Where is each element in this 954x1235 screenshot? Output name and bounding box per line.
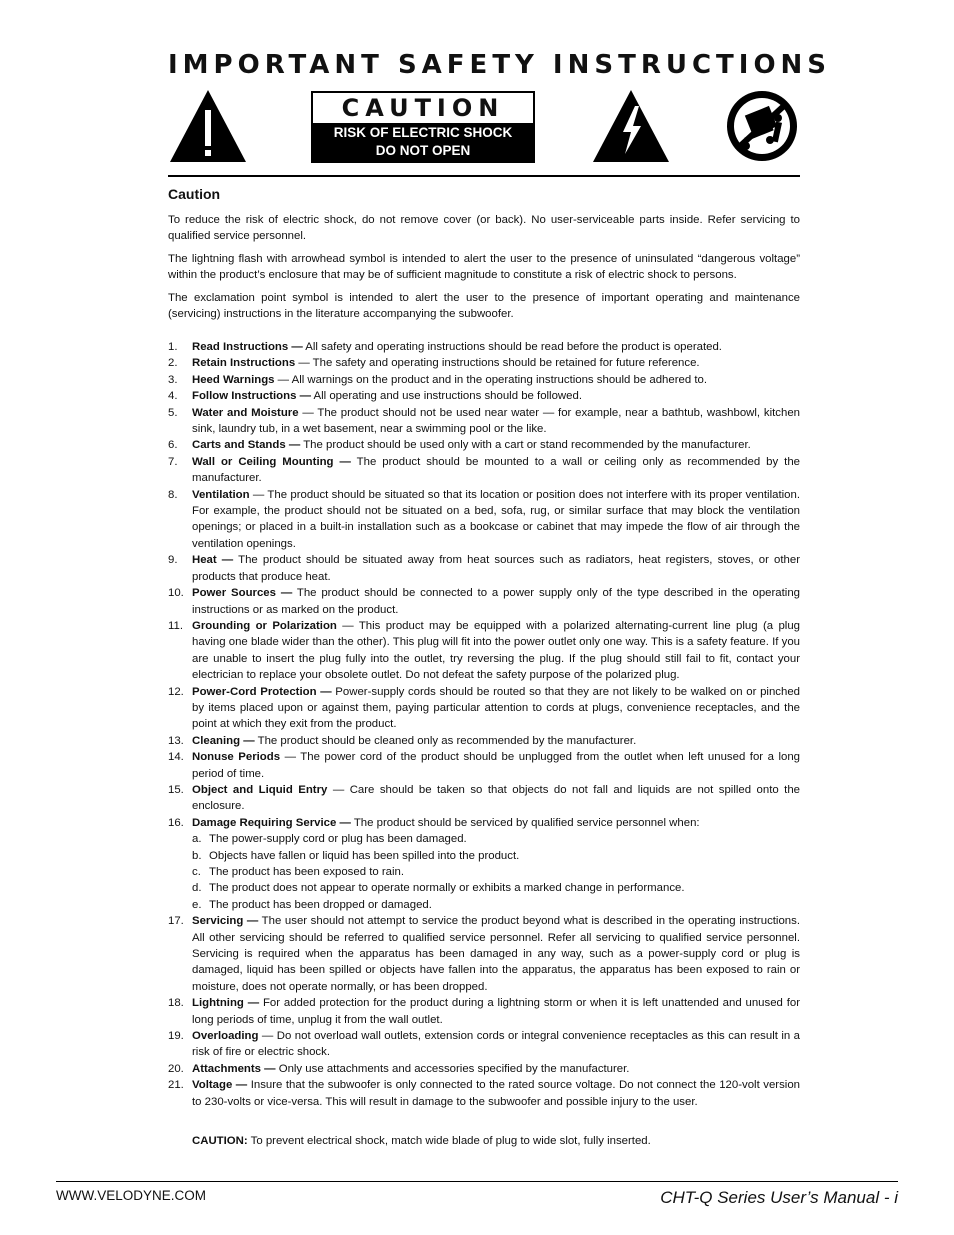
lightning-triangle-icon (591, 88, 671, 164)
page-title: IMPORTANT SAFETY INSTRUCTIONS (168, 50, 832, 80)
instruction-term: Follow Instructions — (192, 390, 311, 403)
intro-paragraph-1: To reduce the risk of electric shock, do not remove cover (or back). No user-serviceable parts inside. Refer servicing to qualified service personnel. (168, 214, 800, 243)
instruction-item (168, 372, 800, 388)
instruction-text: Insure that the subwoofer is only connected to the rated source voltage. Do not connect the 120-volt version to 230-volts or vice-versa. This will result in damage to the subwoofer and possible injury to the user. (192, 1079, 800, 1108)
instruction-item (168, 487, 800, 553)
damage-condition-text: The power-supply cord or plug has been damaged. (209, 833, 467, 846)
instruction-term: Heed Warnings (192, 373, 275, 386)
instruction-text: — The product should be situated so that its location or position does not interfere with its proper ventilation. For example, the product should not be situated on a bed, sofa, rug, or similar surface that may block the ventilation openings; or placed in a built-in installation such as a bookcase or cabinet that may impede the flow of air through the ventilation openings. (192, 488, 800, 550)
damage-condition-item (192, 864, 800, 880)
instruction-number: 17. (168, 915, 184, 928)
safety-instructions-list (168, 339, 800, 1110)
instruction-text: The product should be cleaned only as recommended by the manufacturer. (254, 734, 637, 747)
instruction-term: Read Instructions — (192, 341, 303, 353)
instruction-text: — The power cord of the product should be unplugged from the outlet when left unused for a long period of time. (192, 751, 800, 780)
instruction-item (168, 454, 800, 487)
instruction-term: Power Sources — (192, 587, 293, 600)
instruction-term: Retain Instructions (192, 357, 296, 370)
damage-condition-text: Objects have fallen or liquid has been spilled into the product. (209, 849, 520, 862)
caution-subtext (313, 123, 533, 161)
footer-website: WWW.VELODYNE.COM (56, 1188, 207, 1203)
instruction-text: All operating and use instructions should be followed. (310, 390, 582, 403)
instruction-term: Overloading (192, 1030, 259, 1043)
instruction-text: The product should be used only with a cart or stand recommended by the manufacturer. (300, 439, 751, 452)
cart-tipover-icon (724, 88, 800, 164)
damage-condition-item (192, 831, 800, 847)
damage-condition-text: The product has been dropped or damaged. (209, 898, 432, 911)
damage-condition-text: The product has been exposed to rain. (209, 866, 405, 878)
instruction-number: 5. (168, 406, 178, 419)
header-divider (168, 175, 800, 177)
instruction-item (168, 339, 800, 355)
instruction-number: 13. (168, 734, 184, 747)
intro-paragraph-2: The lightning flash with arrowhead symbol is intended to alert the user to the presence of uninsulated “dangerous voltage” within the product’s enclosure that may be of sufficient magnitude to constitute a risk of electric shock to persons. (168, 253, 800, 282)
instruction-number: 19. (168, 1030, 184, 1043)
instruction-number: 15. (168, 783, 184, 796)
instruction-item (168, 733, 800, 749)
instruction-term: Carts and Stands — (192, 439, 301, 452)
instruction-item (168, 1077, 800, 1110)
instruction-item (168, 684, 800, 733)
damage-condition-letter: c. (192, 866, 201, 878)
instruction-term: Wall or Ceiling Mounting — (192, 455, 351, 468)
instruction-item (168, 552, 800, 585)
instruction-text: — The safety and operating instructions should be retained for future reference. (295, 357, 700, 370)
instruction-item (168, 437, 800, 453)
instruction-term: Lightning — (192, 997, 260, 1010)
instruction-item (168, 618, 800, 684)
instruction-text: Power-supply cords should be routed so that they are not likely to be walked on or pinched by items placed upon or against them, paying particular attention to cords at plugs, convenience receptacles, and the point at which they exit from the product. (192, 685, 800, 731)
final-caution-label: CAUTION: (192, 1135, 248, 1147)
damage-condition-item (192, 880, 800, 896)
instruction-item (168, 995, 800, 1028)
instruction-number: 11. (168, 619, 183, 632)
caution-subtext-line1: RISK OF ELECTRIC SHOCK (333, 125, 513, 140)
instruction-term: Grounding or Polarization (192, 619, 337, 632)
instruction-text: The product should be connected to a power supply only of the type described in the operating instructions or as marked on the product. (192, 587, 800, 616)
caution-label-box (311, 91, 535, 163)
instruction-item (168, 585, 800, 618)
instruction-number: 16. (168, 816, 184, 829)
instruction-term: Damage Requiring Service — (192, 816, 351, 829)
instruction-number: 12. (168, 685, 184, 698)
instruction-term: Servicing — (192, 915, 259, 928)
instruction-number: 10. (168, 587, 184, 600)
instruction-text: The product should be serviced by qualified service personnel when: (350, 816, 700, 829)
exclamation-triangle-icon (168, 88, 248, 164)
instruction-text: The product should be situated away from heat sources such as radiators, heat registers, stoves, or other products that produce heat. (192, 554, 800, 583)
instruction-text: — All warnings on the product and in the operating instructions should be adhered to. (274, 373, 707, 386)
instruction-item (168, 815, 800, 913)
footer-divider (56, 1181, 898, 1182)
instruction-number: 21. (168, 1079, 184, 1092)
section-heading: Caution (168, 186, 221, 202)
instruction-number: 20. (168, 1062, 184, 1075)
instruction-item (168, 355, 800, 371)
instruction-term: Power-Cord Protection — (192, 685, 332, 698)
instruction-number: 2. (168, 357, 178, 370)
instruction-text: The user should not attempt to service the product beyond what is described in the operating instructions. All other servicing should be referred to qualified service personnel. Refer all servicing to qualified service personnel. Servicing is required when the apparatus has been damaged in any way, such as a power-supply cord or plug is damaged, liquid has been spilled or objects have fallen into the apparatus, the apparatus has been exposed to rain or moisture, does not operate normally, or has been dropped. (192, 915, 800, 993)
instruction-term: Attachments — (192, 1062, 276, 1075)
damage-conditions-list (192, 831, 800, 913)
damage-condition-letter: b. (192, 849, 202, 862)
instruction-text: Only use attachments and accessories specified by the manufacturer. (275, 1062, 630, 1075)
instruction-item (168, 1061, 800, 1077)
instruction-text: The product should be mounted to a wall or ceiling only as recommended by the manufacturer. (192, 455, 800, 485)
instruction-number: 14. (168, 751, 184, 764)
caution-word: CAUTION (341, 94, 505, 122)
instruction-text: All safety and operating instructions should be read before the product is operated. (302, 341, 722, 353)
instruction-item (168, 405, 800, 438)
damage-condition-item (192, 848, 800, 864)
instruction-text: For added protection for the product during a lightning storm or when it is left unattended and unused for long periods of time, unplug it from the wall outlet. (192, 997, 800, 1026)
instruction-number: 8. (168, 488, 178, 501)
instruction-term: Object and Liquid Entry (192, 783, 328, 796)
final-caution-text: To prevent electrical shock, match wide blade of plug to wide slot, fully inserted. (247, 1135, 651, 1147)
instruction-number: 1. (168, 341, 178, 353)
instruction-number: 4. (168, 390, 178, 403)
instruction-item (168, 782, 800, 815)
instruction-item (168, 1028, 800, 1061)
instruction-term: Ventilation (192, 488, 250, 501)
damage-condition-item (192, 897, 800, 913)
instruction-term: Water and Moisture (192, 406, 299, 419)
instruction-number: 3. (168, 373, 178, 386)
instruction-term: Heat — (192, 554, 234, 567)
instruction-text: — Do not overload wall outlets, extension cords or integral convenience receptacles as this can result in a risk of fire or electric shock. (192, 1030, 800, 1059)
damage-condition-text: The product does not appear to operate normally or exhibits a marked change in performance. (209, 882, 685, 895)
intro-paragraph-3: The exclamation point symbol is intended to alert the user to the presence of important operating and maintenance (servicing) instructions in the literature accompanying the subwoofer. (168, 292, 800, 321)
instruction-item (168, 749, 800, 782)
instruction-number: 18. (168, 997, 184, 1010)
footer-manual-title: CHT-Q Series User’s Manual - i (660, 1188, 898, 1207)
instruction-text: — This product may be equipped with a polarized alternating-current line plug (a plug having one blade wider than the other). This plug will fit into the power outlet only one way. This is a safety feature. If you are unable to insert the plug fully into the outlet, try reversing the plug. If the plug should still fail to fit, contact your electrician to replace your obsolete outlet. Do not defeat the safety purpose of the polarized plug. (192, 619, 800, 682)
instruction-text: — Care should be taken so that objects do not fall and liquids are not spilled onto the enclosure. (192, 783, 800, 813)
instruction-term: Nonuse Periods (192, 751, 281, 764)
caution-subtext-line2: DO NOT OPEN (375, 143, 471, 158)
instruction-number: 7. (168, 455, 178, 468)
instruction-term: Cleaning — (192, 734, 255, 747)
instruction-item (168, 388, 800, 404)
damage-condition-letter: d. (192, 882, 202, 895)
damage-condition-letter: e. (192, 898, 202, 911)
instruction-number: 9. (168, 554, 178, 567)
instruction-term: Voltage — (192, 1079, 248, 1092)
instruction-text: — The product should not be used near water — for example, near a bathtub, washbowl, kitchen sink, laundry tub, in a wet basement, near a swimming pool or the like. (192, 406, 800, 436)
final-caution (192, 1133, 651, 1149)
instruction-number: 6. (168, 439, 178, 452)
damage-condition-letter: a. (192, 833, 202, 846)
instruction-item (168, 913, 800, 995)
